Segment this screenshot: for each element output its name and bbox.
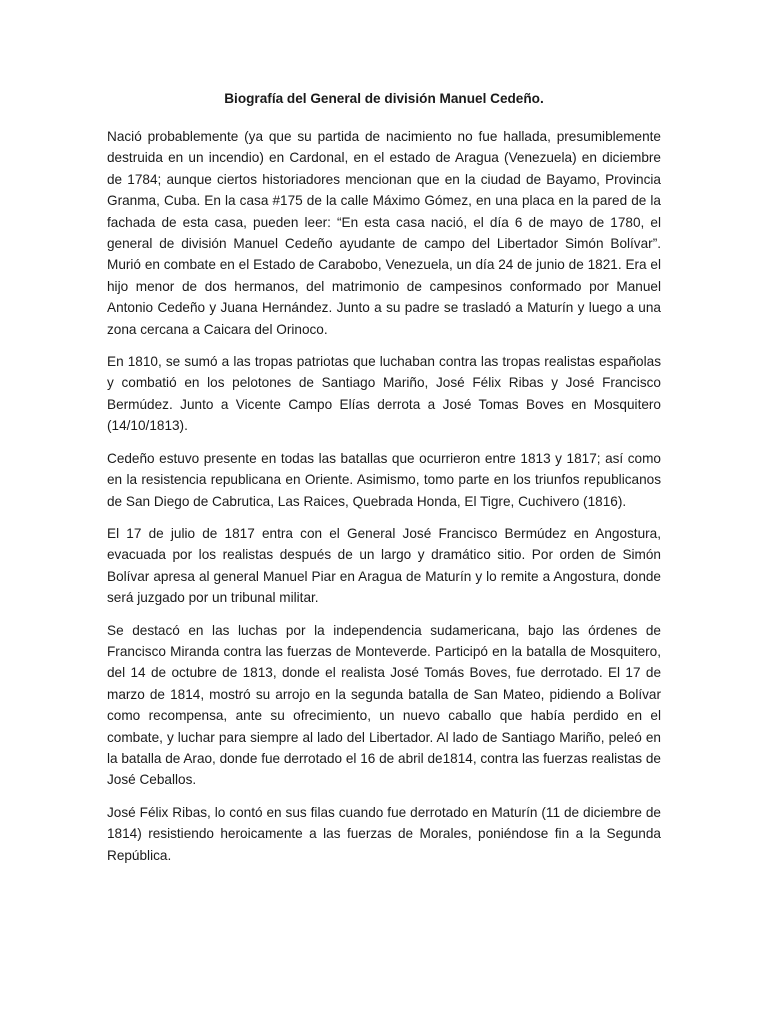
document-title: Biografía del General de división Manuel Cedeño. — [224, 91, 544, 106]
paragraph-birth: Nació probablemente (ya que su partida de nacimiento no fue hallada, presumiblemente destruida en un incendio) en Cardonal, en el estado de Aragua (Venezuela) en diciembre de 1784; aunque ciertos historiadores mencionan que en la ciudad de Bayamo, Provincia Granma, Cuba. En la casa #175 de la calle Máximo Gómez, en una placa en la pared de la fachada de esta casa, pueden leer: “En esta casa nació, el día 6 de mayo de 1780, el general de división Manuel Cedeño ayudante de campo del Libertador Simón Bolívar”. Murió en combate en el Estado de Carabobo, Venezuela, un día 24 de junio de 1821. Era el hijo menor de dos hermanos, del matrimonio de campesinos conformado por Manuel Antonio Cedeño y Juana Hernández. Junto a su padre se trasladó a Maturín y luego a una zona cercana a Caicara del Orinoco. — [107, 129, 661, 337]
paragraph-battles-1813-1817: Cedeño estuvo presente en todas las batallas que ocurrieron entre 1813 y 1817; así como en la resistencia republicana en Oriente. Asimismo, tomo parte en los triunfos republicanos de San Diego de Cabrutica, Las Raices, Quebrada Honda, El Tigre, Cuchivero (1816). — [107, 450, 661, 509]
paragraph-1810: En 1810, se sumó a las tropas patriotas que luchaban contra las tropas realistas españolas y combatió en los pelotones de Santiago Mariño, José Félix Ribas y José Francisco Bermúdez. Junto a Vicente Campo Elías derrota a José Tomas Boves en Mosquitero (14/10/1813). — [107, 354, 661, 434]
paragraph-angostura: El 17 de julio de 1817 entra con el General José Francisco Bermúdez en Angostura, evacuada por los realistas después de un largo y dramático sitio. Por orden de Simón Bolívar apresa al general Manuel Piar en Aragua de Maturín y lo remite a Angostura, donde será juzgado por un tribunal militar. — [107, 525, 661, 606]
paragraph-independence: Se destacó en las luchas por la independencia sudamericana, bajo las órdenes de Francisco Miranda contra las fuerzas de Monteverde. Participó en la batalla de Mosquitero, del 14 de octubre de 1813, donde el realista José Tomás Boves, fue derrotado. El 17 de marzo de 1814, mostró su arrojo en la segunda batalla de San Mateo, pidiendo a Bolívar como recompensa, ante su ofrecimiento, un nuevo caballo que había perdido en el combate, y luchar para siempre al lado del Libertador. Al lado de Santiago Mariño, peleó en la batalla de Arao, donde fue derrotado el 16 de abril de1814, contra las fuerzas realistas de José Ceballos. — [107, 622, 661, 788]
paragraph-ribas: José Félix Ribas, lo contó en sus filas cuando fue derrotado en Maturín (11 de diciembre de 1814) resistiendo heroicamente a las fuerzas de Morales, poniéndose fin a la Segunda República. — [107, 804, 661, 863]
